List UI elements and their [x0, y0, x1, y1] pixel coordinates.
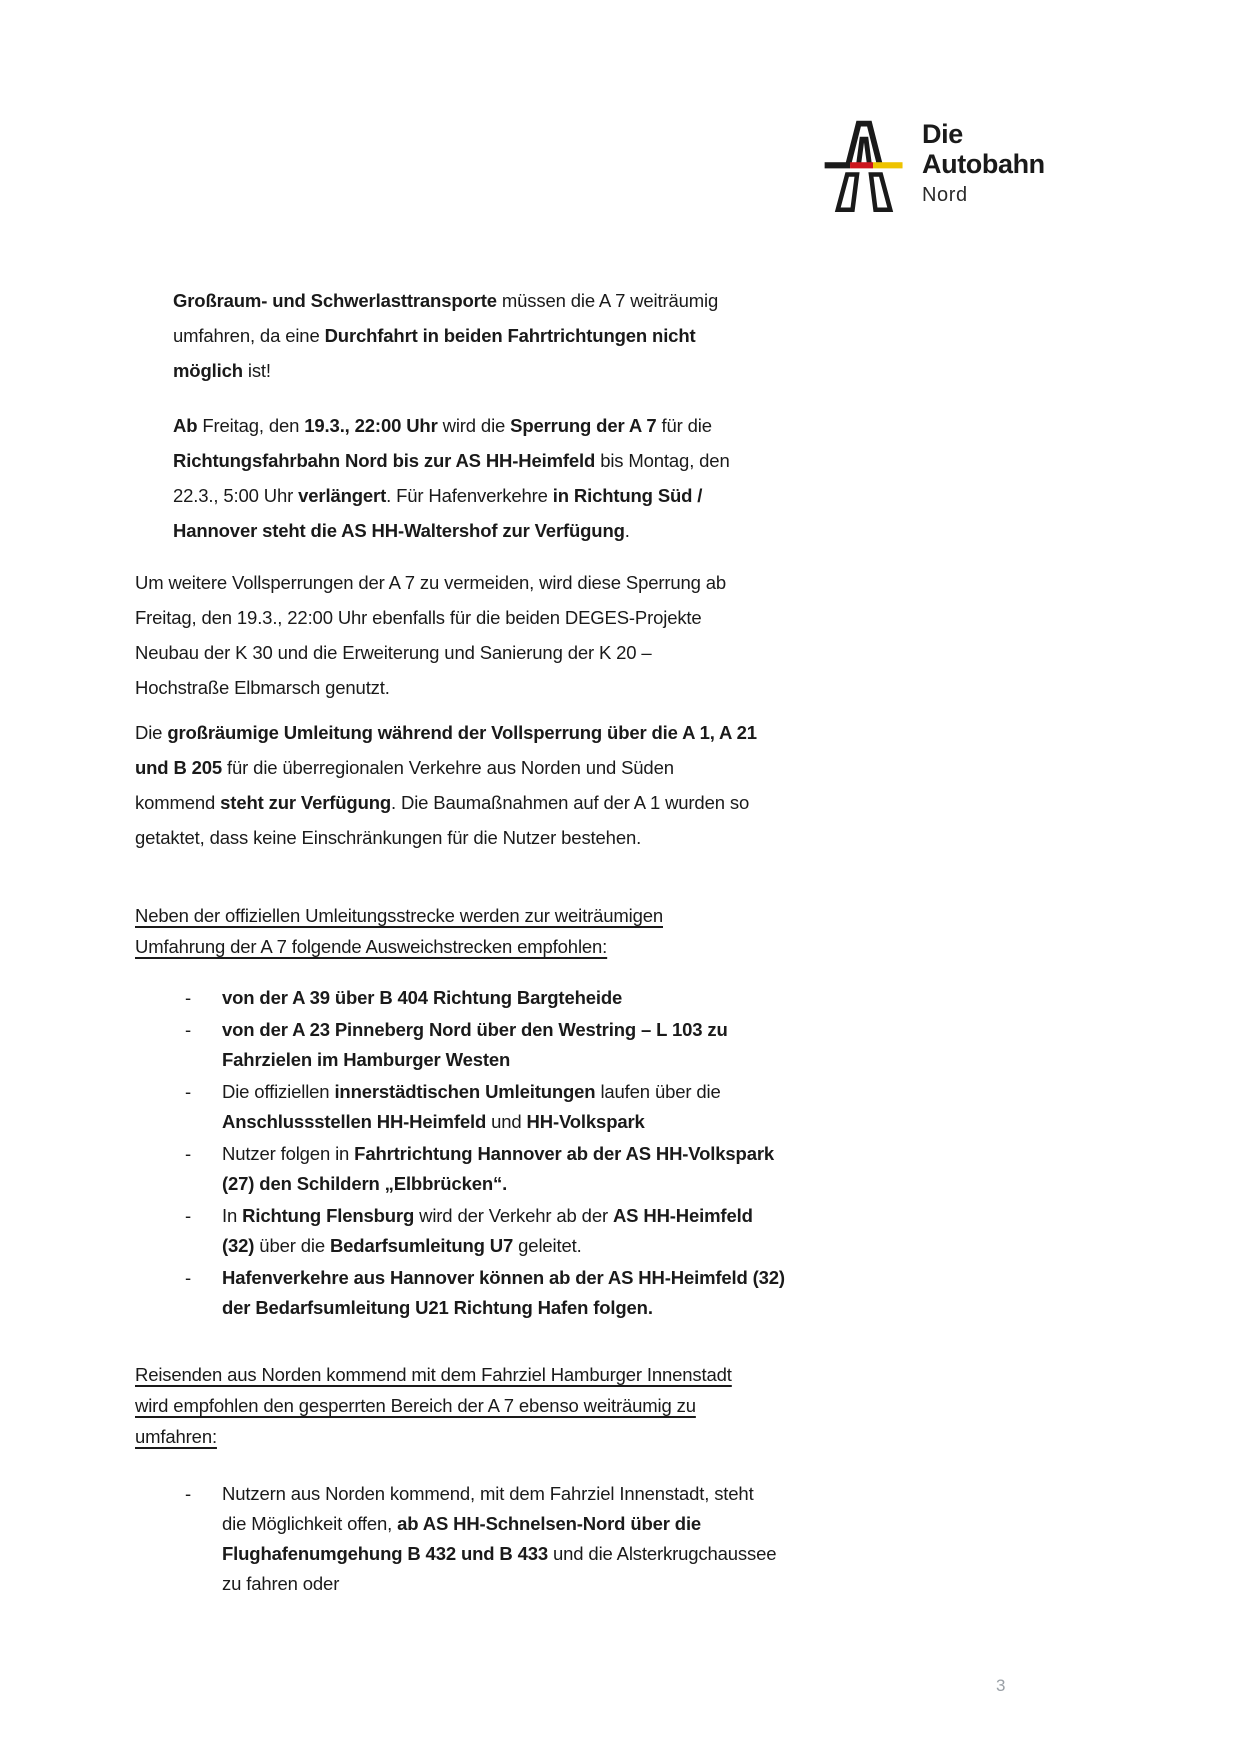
bold-run: Durchfahrt in beiden Fahrtrichtungen nicht: [324, 325, 696, 346]
text-run: Nutzer folgen in: [222, 1143, 355, 1164]
para-reisende-norden: [135, 1359, 835, 1452]
dash-bullet: -: [185, 1483, 192, 1504]
list-item: [135, 1139, 835, 1199]
list-item-text: [222, 1263, 835, 1323]
bold-run: innerstädtischen Umleitungen: [334, 1081, 596, 1102]
text-run: kommend: [135, 792, 221, 813]
bold-run: Richtungsfahrbahn Nord bis zur AS HH-Heimfeld: [173, 450, 596, 471]
text-run: getaktet, dass keine Einschränkungen für die Nutzer bestehen.: [135, 827, 642, 848]
text-line: [135, 1359, 835, 1390]
autobahn-logo: [823, 117, 1045, 214]
text-line: [222, 1231, 835, 1261]
text-line: [222, 1479, 835, 1509]
text-run: zu fahren oder: [222, 1573, 340, 1594]
bold-run: (27) den Schildern „Elbbrücken“.: [222, 1173, 508, 1194]
para-ausweichstrecken-intro: [135, 900, 835, 962]
text-line: [173, 443, 835, 478]
text-run: .: [624, 520, 630, 541]
text-run: bis Montag, den: [595, 450, 730, 471]
text-line: [135, 600, 835, 635]
list-item-text: [222, 1077, 835, 1137]
para-sperrung-verlaengert: [173, 408, 835, 548]
text-run: Freitag, den: [197, 415, 305, 436]
text-run: wird empfohlen den gesperrten Bereich der A 7 ebenso weiträumig zu: [135, 1395, 696, 1416]
para-vollsperrungen-deges: [135, 565, 835, 705]
list-item-text: [222, 1201, 835, 1261]
text-line: [173, 283, 835, 318]
bold-run: in Richtung Süd /: [552, 485, 703, 506]
text-run: Nutzern aus Norden kommend, mit dem Fahrziel Innenstadt, steht: [222, 1483, 754, 1504]
bold-run: Hannover steht die AS HH-Waltershof zur Verfügung: [173, 520, 625, 541]
list-item: [135, 1015, 835, 1075]
list-item: [135, 983, 835, 1013]
bold-run: (32): [222, 1235, 255, 1256]
text-line: [222, 1539, 835, 1569]
bold-run: HH-Volkspark: [526, 1111, 645, 1132]
text-run: laufen über die: [595, 1081, 721, 1102]
bold-run: Sperrung der A 7: [510, 415, 657, 436]
dash-bullet: -: [185, 987, 192, 1008]
text-line: [222, 1107, 835, 1137]
bold-run: Hafenverkehre aus Hannover können ab der AS HH-Heimfeld (32): [222, 1267, 785, 1288]
text-line: [173, 408, 835, 443]
bold-run: 19.3., 22:00 Uhr: [304, 415, 438, 436]
text-run: ist!: [242, 360, 271, 381]
bold-run: von der A 39 über B 404 Richtung Bargteheide: [222, 987, 623, 1008]
bold-run: Ab: [173, 415, 198, 436]
text-line: [135, 1421, 835, 1452]
list-innenstadt-umfahrung: [135, 1479, 835, 1599]
text-line: [135, 900, 835, 931]
text-line: [222, 983, 835, 1013]
text-run: für die: [656, 415, 712, 436]
text-line: [222, 1569, 835, 1599]
text-line: [135, 565, 835, 600]
text-run: Neubau der K 30 und die Erweiterung und Sanierung der K 20 –: [135, 642, 652, 663]
list-item: [135, 1479, 835, 1599]
list-ausweichstrecken: [135, 983, 835, 1323]
bold-run: AS HH-Heimfeld: [612, 1205, 753, 1226]
list-item-text: [222, 1479, 835, 1599]
para-grossraeumige-umleitung: [135, 715, 835, 855]
text-run: Reisenden aus Norden kommend mit dem Fahrziel Hamburger Innenstadt: [135, 1364, 732, 1385]
text-run: . Die Baumaßnahmen auf der A 1 wurden so: [391, 792, 750, 813]
dash-bullet: -: [185, 1205, 192, 1226]
text-line: [222, 1169, 835, 1199]
bold-run: möglich: [173, 360, 243, 381]
bold-run: Richtung Flensburg: [242, 1205, 415, 1226]
list-item-text: [222, 983, 835, 1013]
text-run: die Möglichkeit offen,: [222, 1513, 398, 1534]
text-line: [135, 670, 835, 705]
bold-run: Fahrtrichtung Hannover ab der AS HH-Volkspark: [354, 1143, 775, 1164]
text-line: [173, 478, 835, 513]
text-line: [135, 715, 835, 750]
text-run: 22.3., 5:00 Uhr: [173, 485, 299, 506]
text-line: [222, 1015, 835, 1045]
text-line: [135, 820, 835, 855]
text-run: umfahren:: [135, 1426, 217, 1447]
dash-bullet: -: [185, 1143, 192, 1164]
bold-run: und B 205: [135, 757, 223, 778]
text-line: [222, 1045, 835, 1075]
text-line: [173, 513, 835, 548]
text-line: [222, 1077, 835, 1107]
page-number: 3: [996, 1676, 1006, 1695]
text-run: Die offiziellen: [222, 1081, 335, 1102]
bold-run: Großraum- und Schwerlasttransporte: [173, 290, 497, 311]
text-run: geleitet.: [513, 1235, 582, 1256]
text-line: [222, 1293, 835, 1323]
bold-run: Fahrzielen im Hamburger Westen: [222, 1049, 511, 1070]
list-item: [135, 1201, 835, 1261]
text-run: und: [486, 1111, 527, 1132]
text-run: Die: [135, 722, 168, 743]
bold-run: Anschlussstellen HH-Heimfeld: [222, 1111, 487, 1132]
text-run: müssen die A 7 weiträumig: [496, 290, 719, 311]
text-run: . Für Hafenverkehre: [386, 485, 553, 506]
document-body: [135, 276, 835, 1599]
list-item-text: [222, 1015, 835, 1075]
bold-run: von der A 23 Pinneberg Nord über den Westring – L 103 zu: [222, 1019, 728, 1040]
text-run: für die überregionalen Verkehre aus Norden und Süden: [222, 757, 674, 778]
text-line: [135, 785, 835, 820]
dash-bullet: -: [185, 1019, 192, 1040]
text-run: Hochstraße Elbmarsch genutzt.: [135, 677, 390, 698]
list-item: [135, 1077, 835, 1137]
logo-line-autobahn: Autobahn: [922, 149, 1045, 179]
text-line: [135, 931, 835, 962]
bold-run: verlängert: [298, 485, 387, 506]
list-item: [135, 1263, 835, 1323]
text-line: [135, 1390, 835, 1421]
bold-run: ab AS HH-Schnelsen-Nord über die: [397, 1513, 702, 1534]
text-line: [222, 1509, 835, 1539]
logo-wordmark: [922, 119, 1045, 207]
dash-bullet: -: [185, 1081, 192, 1102]
bold-run: steht zur Verfügung: [220, 792, 392, 813]
list-item-text: [222, 1139, 835, 1199]
text-line: [135, 635, 835, 670]
text-run: Umfahrung der A 7 folgende Ausweichstrecken empfohlen:: [135, 936, 608, 957]
para-grossraum-transporte: [173, 283, 835, 388]
logo-subtitle-nord: Nord: [922, 184, 968, 206]
dash-bullet: -: [185, 1267, 192, 1288]
bold-run: Bedarfsumleitung U7: [329, 1235, 514, 1256]
text-run: In: [222, 1205, 243, 1226]
autobahn-bridge-icon: [823, 117, 905, 214]
text-line: [173, 353, 835, 388]
text-line: [135, 750, 835, 785]
text-run: wird der Verkehr ab der: [414, 1205, 613, 1226]
text-line: [222, 1139, 835, 1169]
text-line: [173, 318, 835, 353]
text-run: über die: [254, 1235, 330, 1256]
text-line: [222, 1201, 835, 1231]
text-run: wird die: [437, 415, 511, 436]
logo-line-die: Die: [922, 119, 963, 149]
bold-run: großräumige Umleitung während der Vollsperrung über die A 1, A 21: [167, 722, 757, 743]
text-run: Um weitere Vollsperrungen der A 7 zu vermeiden, wird diese Sperrung ab: [135, 572, 727, 593]
bold-run: der Bedarfsumleitung U21 Richtung Hafen folgen.: [222, 1297, 653, 1318]
text-line: [222, 1263, 835, 1293]
text-run: und die Alsterkrugchaussee: [548, 1543, 777, 1564]
text-run: umfahren, da eine: [173, 325, 325, 346]
text-run: Neben der offiziellen Umleitungsstrecke werden zur weiträumigen: [135, 905, 663, 926]
bold-run: Flughafenumgehung B 432 und B 433: [222, 1543, 549, 1564]
text-run: Freitag, den 19.3., 22:00 Uhr ebenfalls für die beiden DEGES-Projekte: [135, 607, 702, 628]
